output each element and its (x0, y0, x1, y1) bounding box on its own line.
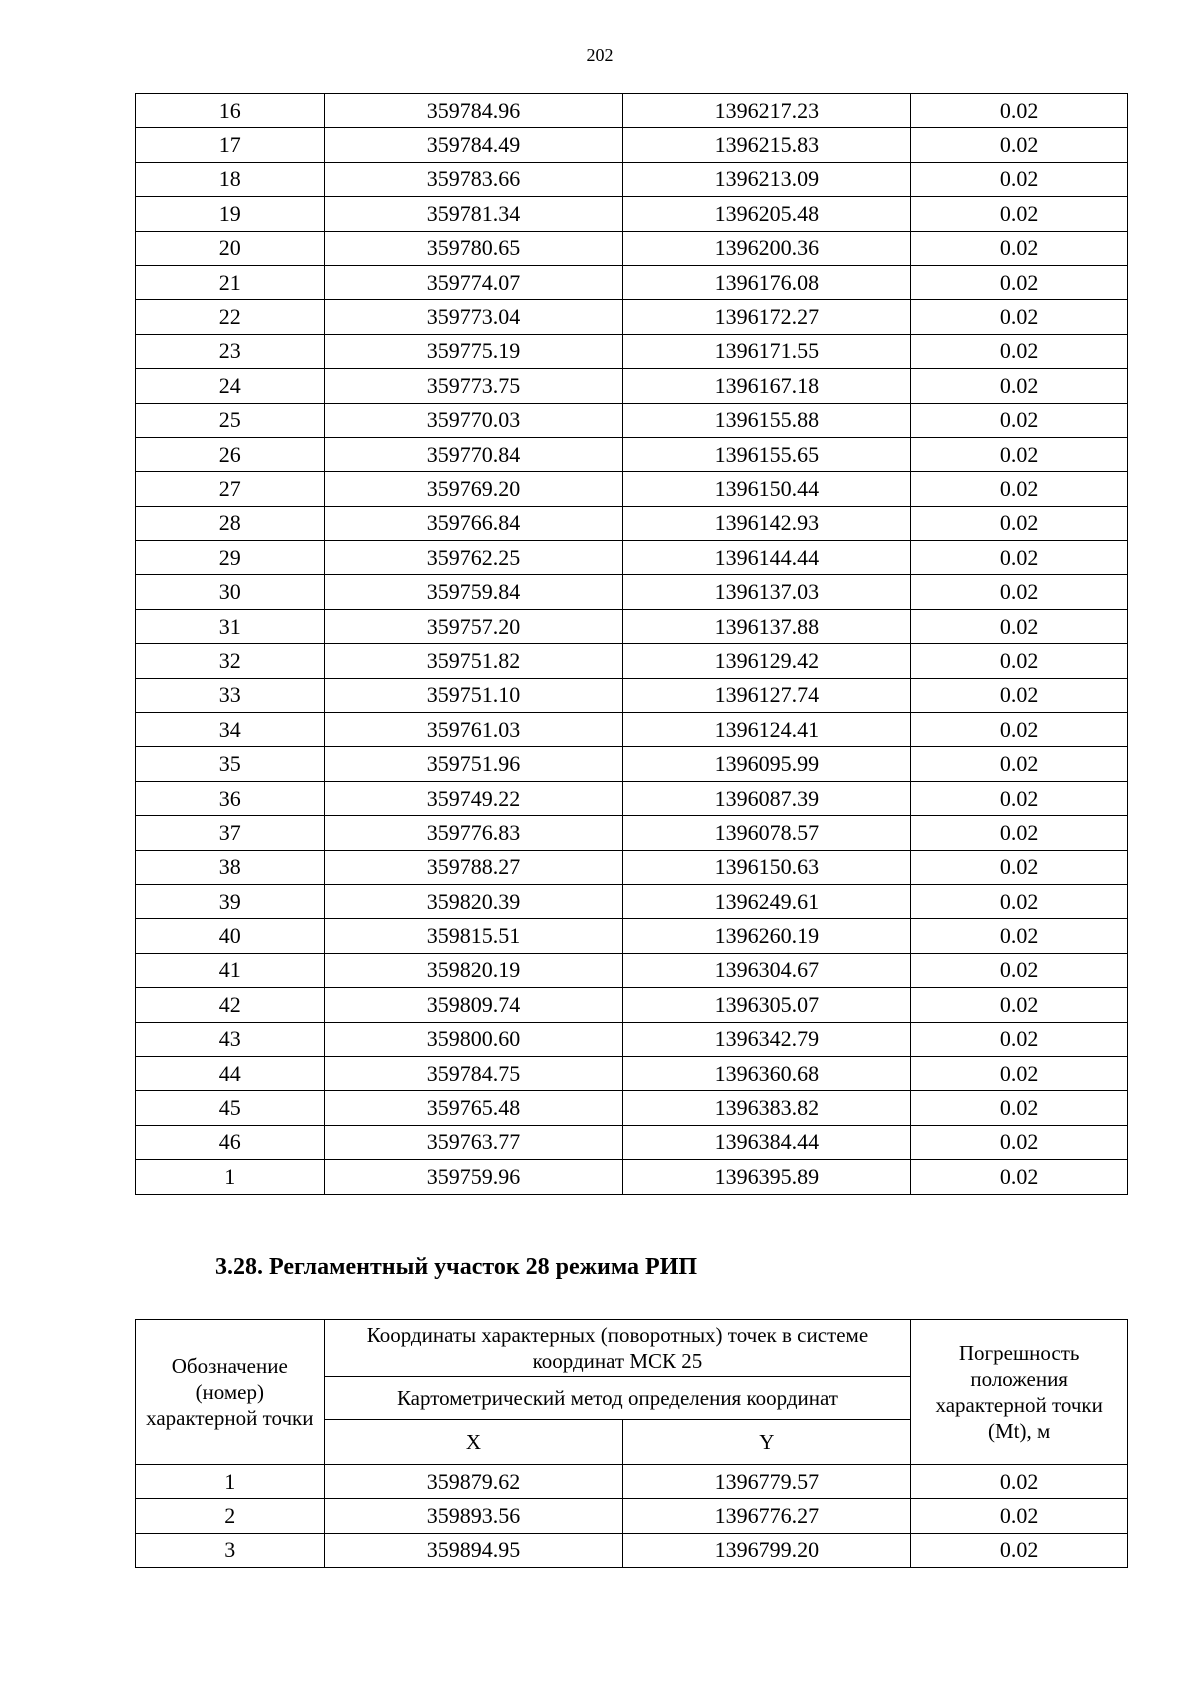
point-number-cell: 3 (136, 1533, 325, 1567)
section-title: 3.28. Регламентный участок 28 режима РИП (215, 1254, 698, 1280)
error-cell: 0.02 (911, 94, 1128, 128)
table-row (136, 1465, 1128, 1499)
x-coordinate-cell: 359773.04 (324, 300, 623, 334)
x-coordinate-cell: 359893.56 (324, 1499, 623, 1533)
table-row (136, 713, 1128, 747)
y-coordinate-cell: 1396144.44 (623, 541, 911, 575)
table-row (136, 1056, 1128, 1090)
y-coordinate-cell: 1396129.42 (623, 644, 911, 678)
error-cell: 0.02 (911, 1160, 1128, 1194)
table-row (136, 816, 1128, 850)
header-y-label: Y (623, 1420, 911, 1465)
header-coords-label: Координаты характерных (поворотных) точек в системе координат МСК 25 (324, 1320, 911, 1377)
table-row (136, 162, 1128, 196)
y-coordinate-cell: 1396342.79 (623, 1022, 911, 1056)
x-coordinate-cell: 359784.49 (324, 128, 623, 162)
error-cell: 0.02 (911, 403, 1128, 437)
y-coordinate-cell: 1396171.55 (623, 334, 911, 368)
x-coordinate-cell: 359749.22 (324, 781, 623, 815)
y-coordinate-cell: 1396384.44 (623, 1125, 911, 1159)
error-cell: 0.02 (911, 816, 1128, 850)
page-number: 202 (586, 45, 614, 65)
point-number-cell: 34 (136, 713, 325, 747)
table-row (136, 472, 1128, 506)
error-cell: 0.02 (911, 541, 1128, 575)
point-number-cell: 43 (136, 1022, 325, 1056)
point-number-cell: 40 (136, 919, 325, 953)
point-number-cell: 38 (136, 850, 325, 884)
error-cell: 0.02 (911, 678, 1128, 712)
error-cell: 0.02 (911, 506, 1128, 540)
point-number-cell: 26 (136, 437, 325, 471)
y-coordinate-cell: 1396249.61 (623, 884, 911, 918)
error-cell: 0.02 (911, 781, 1128, 815)
x-coordinate-cell: 359820.39 (324, 884, 623, 918)
x-coordinate-cell: 359783.66 (324, 162, 623, 196)
x-coordinate-cell: 359759.96 (324, 1160, 623, 1194)
point-number-cell: 39 (136, 884, 325, 918)
y-coordinate-cell: 1396155.88 (623, 403, 911, 437)
y-coordinate-cell: 1396395.89 (623, 1160, 911, 1194)
error-cell: 0.02 (911, 988, 1128, 1022)
point-number-cell: 1 (136, 1465, 325, 1499)
error-cell: 0.02 (911, 162, 1128, 196)
point-number-cell: 2 (136, 1499, 325, 1533)
table-row (136, 644, 1128, 678)
table-row (136, 988, 1128, 1022)
x-coordinate-cell: 359781.34 (324, 197, 623, 231)
x-coordinate-cell: 359776.83 (324, 816, 623, 850)
point-number-cell: 45 (136, 1091, 325, 1125)
error-cell: 0.02 (911, 609, 1128, 643)
x-coordinate-cell: 359762.25 (324, 541, 623, 575)
error-cell: 0.02 (911, 197, 1128, 231)
table-row (136, 128, 1128, 162)
x-coordinate-cell: 359815.51 (324, 919, 623, 953)
error-cell: 0.02 (911, 437, 1128, 471)
point-number-cell: 41 (136, 953, 325, 987)
error-cell: 0.02 (911, 1533, 1128, 1567)
table-row (136, 1499, 1128, 1533)
error-cell: 0.02 (911, 369, 1128, 403)
error-cell: 0.02 (911, 747, 1128, 781)
table-row (136, 506, 1128, 540)
table-row (136, 1533, 1128, 1567)
y-coordinate-cell: 1396383.82 (623, 1091, 911, 1125)
y-coordinate-cell: 1396137.88 (623, 609, 911, 643)
x-coordinate-cell: 359751.96 (324, 747, 623, 781)
x-coordinate-cell: 359809.74 (324, 988, 623, 1022)
error-cell: 0.02 (911, 231, 1128, 265)
coordinates-table-continued (135, 93, 1128, 1195)
y-coordinate-cell: 1396124.41 (623, 713, 911, 747)
error-cell: 0.02 (911, 265, 1128, 299)
y-coordinate-cell: 1396167.18 (623, 369, 911, 403)
table-row (136, 609, 1128, 643)
table-row (136, 850, 1128, 884)
x-coordinate-cell: 359769.20 (324, 472, 623, 506)
y-coordinate-cell: 1396127.74 (623, 678, 911, 712)
point-number-cell: 19 (136, 197, 325, 231)
x-coordinate-cell: 359894.95 (324, 1533, 623, 1567)
table-row (136, 1160, 1128, 1194)
point-number-cell: 23 (136, 334, 325, 368)
y-coordinate-cell: 1396172.27 (623, 300, 911, 334)
error-cell: 0.02 (911, 575, 1128, 609)
table-row (136, 94, 1128, 128)
table-row (136, 300, 1128, 334)
error-cell: 0.02 (911, 1022, 1128, 1056)
x-coordinate-cell: 359820.19 (324, 953, 623, 987)
y-coordinate-cell: 1396304.67 (623, 953, 911, 987)
error-cell: 0.02 (911, 1465, 1128, 1499)
table-row (136, 575, 1128, 609)
y-coordinate-cell: 1396155.65 (623, 437, 911, 471)
y-coordinate-cell: 1396779.57 (623, 1465, 911, 1499)
table-row (136, 919, 1128, 953)
error-cell: 0.02 (911, 644, 1128, 678)
x-coordinate-cell: 359800.60 (324, 1022, 623, 1056)
point-number-cell: 18 (136, 162, 325, 196)
point-number-cell: 25 (136, 403, 325, 437)
table-row (136, 437, 1128, 471)
point-number-cell: 37 (136, 816, 325, 850)
x-coordinate-cell: 359788.27 (324, 850, 623, 884)
error-cell: 0.02 (911, 300, 1128, 334)
point-number-cell: 17 (136, 128, 325, 162)
x-coordinate-cell: 359784.75 (324, 1056, 623, 1090)
table-row (136, 884, 1128, 918)
error-cell: 0.02 (911, 1091, 1128, 1125)
y-coordinate-cell: 1396095.99 (623, 747, 911, 781)
point-number-cell: 24 (136, 369, 325, 403)
y-coordinate-cell: 1396087.39 (623, 781, 911, 815)
x-coordinate-cell: 359765.48 (324, 1091, 623, 1125)
y-coordinate-cell: 1396215.83 (623, 128, 911, 162)
point-number-cell: 44 (136, 1056, 325, 1090)
table-row (136, 1091, 1128, 1125)
error-cell: 0.02 (911, 128, 1128, 162)
y-coordinate-cell: 1396776.27 (623, 1499, 911, 1533)
y-coordinate-cell: 1396142.93 (623, 506, 911, 540)
table-row (136, 953, 1128, 987)
error-cell: 0.02 (911, 334, 1128, 368)
error-cell: 0.02 (911, 713, 1128, 747)
x-coordinate-cell: 359879.62 (324, 1465, 623, 1499)
point-number-cell: 20 (136, 231, 325, 265)
x-coordinate-cell: 359751.10 (324, 678, 623, 712)
table-row (136, 1022, 1128, 1056)
point-number-cell: 30 (136, 575, 325, 609)
table-row (136, 678, 1128, 712)
error-cell: 0.02 (911, 850, 1128, 884)
point-number-cell: 32 (136, 644, 325, 678)
point-number-cell: 36 (136, 781, 325, 815)
x-coordinate-cell: 359759.84 (324, 575, 623, 609)
error-cell: 0.02 (911, 1056, 1128, 1090)
point-number-cell: 16 (136, 94, 325, 128)
y-coordinate-cell: 1396078.57 (623, 816, 911, 850)
table-row (136, 369, 1128, 403)
table-row (136, 197, 1128, 231)
point-number-cell: 22 (136, 300, 325, 334)
error-cell: 0.02 (911, 919, 1128, 953)
x-coordinate-cell: 359774.07 (324, 265, 623, 299)
table-row (136, 1125, 1128, 1159)
x-coordinate-cell: 359775.19 (324, 334, 623, 368)
y-coordinate-cell: 1396217.23 (623, 94, 911, 128)
x-coordinate-cell: 359757.20 (324, 609, 623, 643)
error-cell: 0.02 (911, 1499, 1128, 1533)
header-error-label: Погрешность положения характерной точки (Mt), м (911, 1320, 1128, 1465)
x-coordinate-cell: 359773.75 (324, 369, 623, 403)
y-coordinate-cell: 1396205.48 (623, 197, 911, 231)
y-coordinate-cell: 1396150.63 (623, 850, 911, 884)
point-number-cell: 35 (136, 747, 325, 781)
point-number-cell: 1 (136, 1160, 325, 1194)
x-coordinate-cell: 359751.82 (324, 644, 623, 678)
header-point-label: Обозначение (номер) характерной точки (136, 1320, 325, 1465)
table-row (136, 231, 1128, 265)
x-coordinate-cell: 359763.77 (324, 1125, 623, 1159)
y-coordinate-cell: 1396213.09 (623, 162, 911, 196)
error-cell: 0.02 (911, 953, 1128, 987)
x-coordinate-cell: 359770.03 (324, 403, 623, 437)
header-x-label: X (324, 1420, 623, 1465)
table-row (136, 541, 1128, 575)
x-coordinate-cell: 359780.65 (324, 231, 623, 265)
y-coordinate-cell: 1396176.08 (623, 265, 911, 299)
y-coordinate-cell: 1396150.44 (623, 472, 911, 506)
header-method-label: Картометрический метод определения координат (324, 1377, 911, 1420)
coordinates-table-section-3-28 (135, 1319, 1128, 1568)
point-number-cell: 28 (136, 506, 325, 540)
point-number-cell: 31 (136, 609, 325, 643)
y-coordinate-cell: 1396799.20 (623, 1533, 911, 1567)
error-cell: 0.02 (911, 884, 1128, 918)
point-number-cell: 46 (136, 1125, 325, 1159)
x-coordinate-cell: 359770.84 (324, 437, 623, 471)
point-number-cell: 21 (136, 265, 325, 299)
table-row (136, 334, 1128, 368)
error-cell: 0.02 (911, 472, 1128, 506)
x-coordinate-cell: 359761.03 (324, 713, 623, 747)
x-coordinate-cell: 359766.84 (324, 506, 623, 540)
point-number-cell: 29 (136, 541, 325, 575)
point-number-cell: 27 (136, 472, 325, 506)
y-coordinate-cell: 1396137.03 (623, 575, 911, 609)
x-coordinate-cell: 359784.96 (324, 94, 623, 128)
y-coordinate-cell: 1396305.07 (623, 988, 911, 1022)
error-cell: 0.02 (911, 1125, 1128, 1159)
table-row (136, 265, 1128, 299)
table-row (136, 403, 1128, 437)
table-row (136, 747, 1128, 781)
point-number-cell: 33 (136, 678, 325, 712)
y-coordinate-cell: 1396360.68 (623, 1056, 911, 1090)
point-number-cell: 42 (136, 988, 325, 1022)
y-coordinate-cell: 1396200.36 (623, 231, 911, 265)
y-coordinate-cell: 1396260.19 (623, 919, 911, 953)
table-row (136, 781, 1128, 815)
